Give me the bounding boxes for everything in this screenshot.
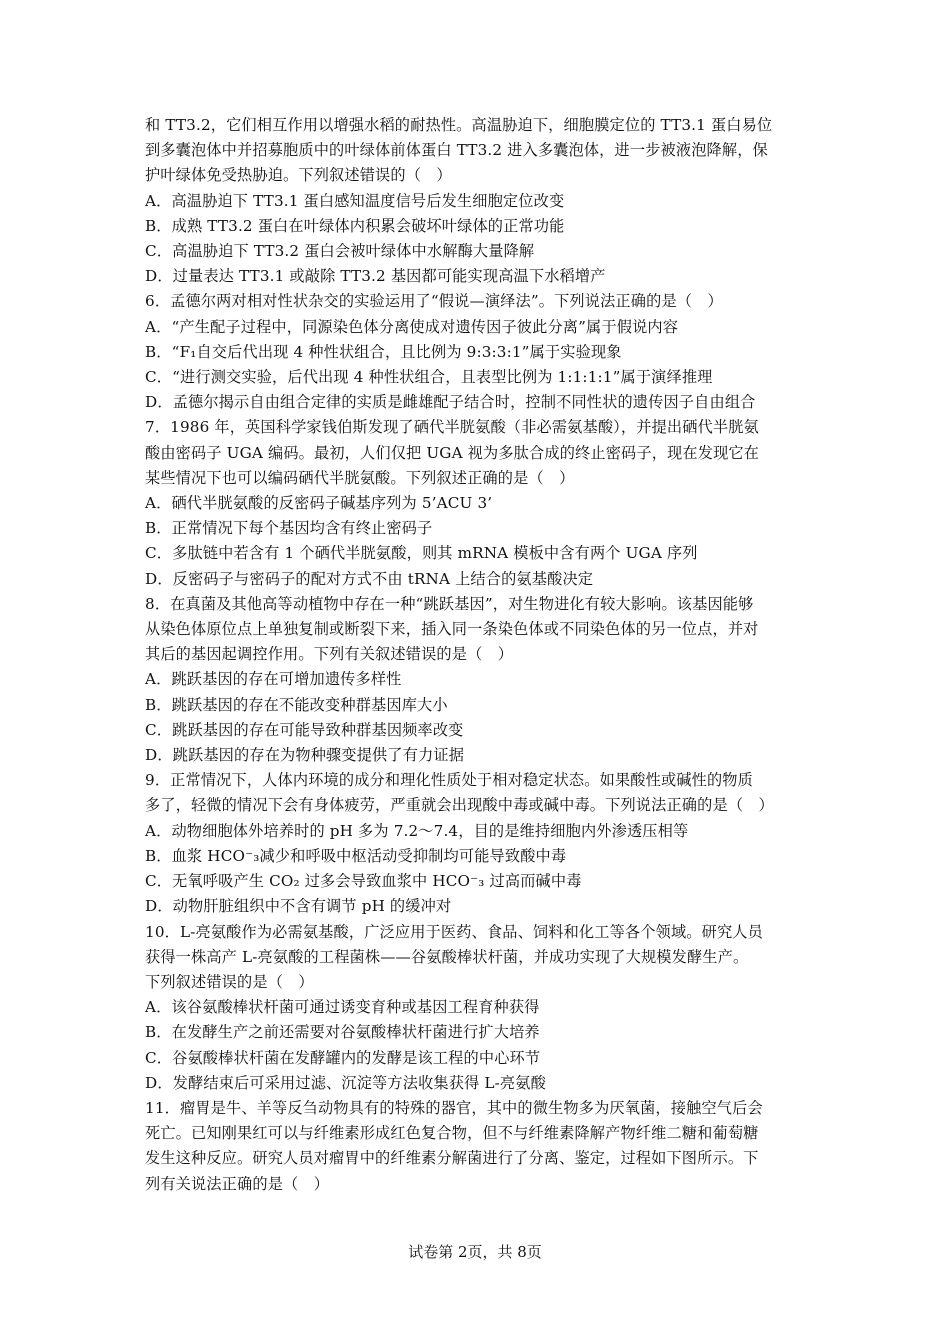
question-11: 11．瘤胃是牛、羊等反刍动物具有的特殊的器官，其中的微生物多为厌氧菌，接触空气后会 [145,1098,763,1117]
option-b: B．正常情况下每个基因均含有终止密码子 [145,519,433,538]
page-footer: 试卷第 2页，共 8页 [408,1243,542,1261]
option-a: A．高温胁迫下 TT3.1 蛋白感知温度信号后发生细胞定位改变 [145,191,565,210]
option-a: A．跳跃基因的存在可增加遗传多样性 [145,670,402,689]
option-a: A．动物细胞体外培养时的 pH 多为 7.2～7.4，目的是维持细胞内外渗透压相等 [145,821,689,840]
question-6: 6．孟德尔两对相对性状杂交的实验运用了“假说—演绎法”。下列说法正确的是（ ） [145,292,723,311]
text-line: 获得一株高产 L-亮氨酸的工程菌株——谷氨酸棒状杆菌，并成功实现了大规模发酵生产。 [145,947,749,966]
option-b: B．在发酵生产之前还需要对谷氨酸棒状杆菌进行扩大培养 [145,1023,540,1042]
option-d: D．动物肝脏组织中不含有调节 pH 的缓冲对 [145,897,452,916]
question-text [145,113,815,1197]
option-c: C．跳跃基因的存在可能导致种群基因频率改变 [145,720,464,739]
text-line: 某些情况下也可以编码硒代半胱氨酸。下列叙述正确的是（ ） [145,468,575,487]
option-c: C．无氧呼吸产生 CO₂ 过多会导致血浆中 HCO⁻₃ 过高而碱中毒 [145,872,582,891]
option-c: C．谷氨酸棒状杆菌在发酵罐内的发酵是该工程的中心环节 [145,1048,541,1067]
text-line: 和 TT3.2，它们相互作用以增强水稻的耐热性。高温胁迫下，细胞膜定位的 TT3.1 蛋白易位 [145,116,773,134]
text-line: 酸由密码子 UGA 编码。最初，人们仅把 UGA 视为多肽合成的终止密码子，现在发现它在 [145,443,760,462]
question-9: 9．正常情况下，人体内环境的成分和理化性质处于相对稳定状态。如果酸性或碱性的物质 [145,771,753,790]
question-8: 8．在真菌及其他高等动植物中存在一种“跳跃基因”，对生物进化有较大影响。该基因能够 [145,594,754,613]
question-7: 7．1986 年，英国科学家钱伯斯发现了硒代半胱氨酸（非必需氨基酸），并提出硒代半胱氨 [145,418,759,437]
option-d: D．反密码子与密码子的配对方式不由 tRNA 上结合的氨基酸决定 [145,569,594,588]
question-10: 10．L-亮氨酸作为必需氨基酸，广泛应用于医药、食品、饲料和化工等各个领域。研究人员 [145,922,763,941]
option-d: D．过量表达 TT3.1 或敲除 TT3.2 基因都可能实现高温下水稻增产 [145,267,606,286]
option-a: A．“产生配子过程中，同源染色体分离使成对遗传因子彼此分离”属于假说内容 [145,317,679,336]
option-a: A．硒代半胱氨酸的反密码子碱基序列为 5’ACU 3’ [145,494,493,513]
text-line: 下列叙述错误的是（ ） [145,972,314,991]
option-b: B．“F₁自交后代出现 4 种性状组合，且比例为 9:3:3:1”属于实验现象 [145,342,622,361]
option-b: B．跳跃基因的存在不能改变种群基因库大小 [145,695,448,714]
text-line: 到多囊泡体中并招募胞质中的叶绿体前体蛋白 TT3.2 进入多囊泡体，进一步被液泡降解，保 [145,141,768,160]
text-line: 列有关说法正确的是（ ） [145,1174,330,1193]
text-line: 多了，轻微的情况下会有身体疲劳，严重就会出现酸中毒或碱中毒。下列说法正确的是（ ） [145,796,774,815]
text-line: 死亡。已知刚果红可以与纤维素形成红色复合物，但不与纤维素降解产物纤维二糖和葡萄糖 [145,1124,759,1143]
option-b: B．成熟 TT3.2 蛋白在叶绿体内积累会破坏叶绿体的正常功能 [145,216,565,235]
option-d: D．跳跃基因的存在为物种骤变提供了有力证据 [145,746,465,765]
text-line: 护叶绿体免受热胁迫。下列叙述错误的（ ） [145,166,452,185]
text-line: 发生这种反应。研究人员对瘤胃中的纤维素分解菌进行了分离、鉴定，过程如下图所示。下 [145,1149,759,1168]
text-line: 其后的基因起调控作用。下列有关叙述错误的是（ ） [145,645,514,664]
option-d: D．发酵结束后可采用过滤、沉淀等方法收集获得 L-亮氨酸 [145,1073,546,1092]
option-d: D．孟德尔揭示自由组合定律的实质是雌雄配子结合时，控制不同性状的遗传因子自由组合 [145,393,756,412]
text-line: 从染色体原位点上单独复制或断裂下来，插入同一条染色体或不同染色体的另一位点，并对 [145,620,759,639]
option-c: C．高温胁迫下 TT3.2 蛋白会被叶绿体中水解酶大量降解 [145,242,535,261]
option-b: B．血浆 HCO⁻₃减少和呼吸中枢活动受抑制均可能导致酸中毒 [145,846,567,865]
option-a: A．该谷氨酸棒状杆菌可通过诱变育种或基因工程育种获得 [145,998,540,1017]
option-c: C．多肽链中若含有 1 个硒代半胱氨酸，则其 mRNA 模板中含有两个 UGA 序列 [145,544,698,563]
option-c: C．“进行测交实验，后代出现 4 种性状组合，且表型比例为 1:1:1:1”属于演绎推理 [145,368,713,387]
